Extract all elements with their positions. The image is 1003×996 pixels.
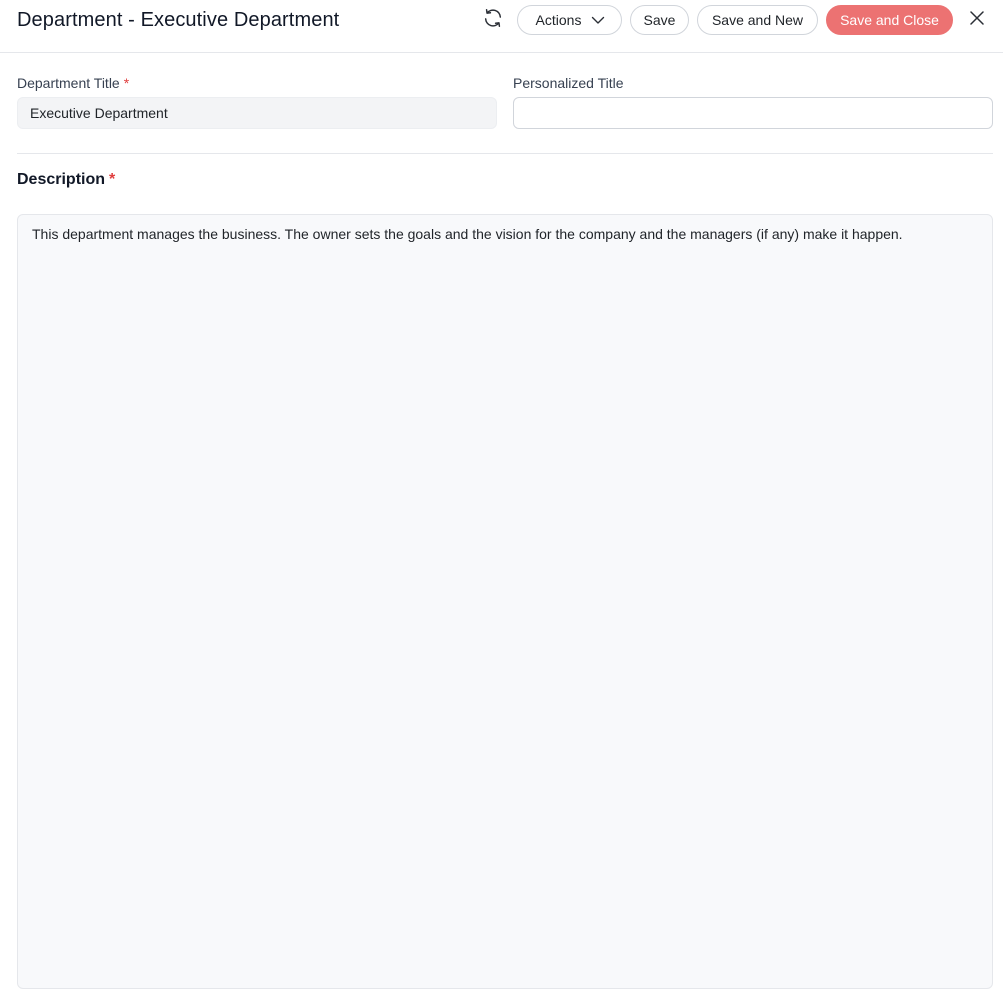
department-title-input[interactable]: Executive Department (17, 97, 497, 129)
description-label-text: Description (17, 171, 106, 188)
personalized-title-label: Personalized Title (513, 75, 624, 91)
chevron-down-icon (591, 13, 605, 27)
department-title-label-text: Department Title (17, 75, 120, 91)
close-icon (970, 11, 984, 30)
description-label (17, 170, 115, 190)
refresh-button[interactable] (480, 7, 506, 33)
required-mark: * (123, 75, 130, 91)
close-button[interactable] (965, 8, 989, 32)
save-and-close-button[interactable]: Save and Close (826, 5, 953, 35)
personalized-title-input[interactable] (513, 97, 993, 129)
department-title-label (17, 74, 129, 92)
required-mark: * (109, 171, 116, 188)
save-and-new-button[interactable]: Save and New (697, 5, 818, 35)
description-textarea[interactable]: This department manages the business. The owner sets the goals and the vision for the company and the managers (if any) make it happen. (17, 214, 993, 989)
section-divider (17, 153, 993, 154)
actions-dropdown-button[interactable] (517, 5, 622, 35)
page-title: Department - Executive Department (17, 9, 340, 31)
save-button[interactable]: Save (630, 5, 689, 35)
refresh-icon (482, 7, 504, 34)
actions-label: Actions (535, 12, 582, 28)
header-bar (0, 0, 1003, 53)
